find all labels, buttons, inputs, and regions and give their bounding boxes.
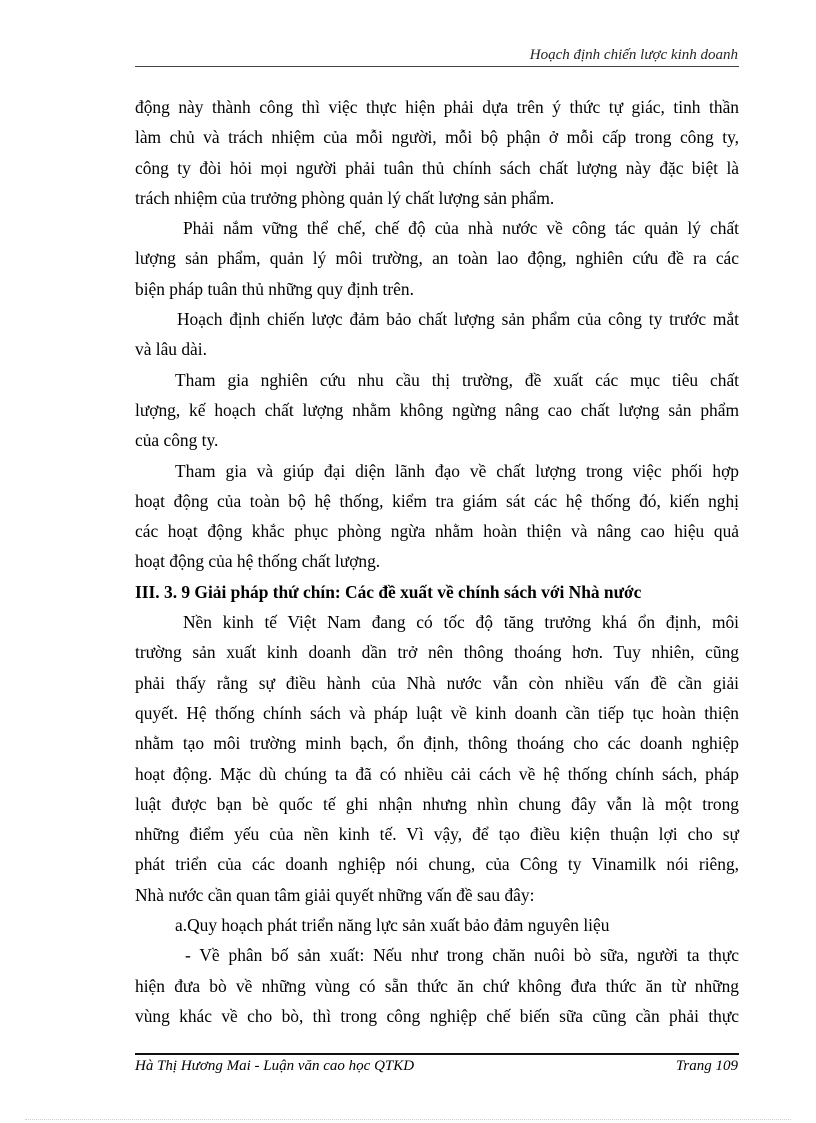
body-line: Phải nắm vững thể chế, chế độ của nhà nước về công tác quản lý chất: [183, 218, 739, 239]
body-line: làm chủ và trách nhiệm của mỗi người, mỗi bộ phận ở mỗi cấp trong công ty,: [135, 127, 739, 148]
body-line: hoạt động. Mặc dù chúng ta đã có nhiều cải cách về hệ thống chính sách, pháp: [135, 763, 739, 784]
section-heading: III. 3. 9 Giải pháp thứ chín: Các đề xuất về chính sách với Nhà nước: [135, 581, 642, 602]
footer-rule: [135, 1053, 739, 1055]
body-line: Tham gia nghiên cứu nhu cầu thị trường, đề xuất các mục tiêu chất: [175, 369, 739, 390]
body-line: trường sản xuất kinh doanh dần trở nên thông thoáng hơn. Tuy nhiên, cũng: [135, 642, 739, 663]
page-edge: [25, 1119, 791, 1120]
body-line: hiện đưa bò về những vùng có sẵn thức ăn chứ không đưa thức ăn từ những: [135, 975, 739, 996]
body-line: những điểm yếu của nền kinh tế. Vì vậy, để tạo điều kiện thuận lợi cho sự: [135, 824, 739, 845]
body-line: hoạt động của toàn bộ hệ thống, kiểm tra giám sát các hệ thống đó, kiến nghị: [135, 490, 739, 511]
body-line: a.Quy hoạch phát triển năng lực sản xuất bảo đảm nguyên liệu: [175, 915, 610, 936]
footer-page-number: Trang 109: [675, 1058, 738, 1074]
body-line: các hoạt động khắc phục phòng ngừa nhằm hoàn thiện và nâng cao hiệu quả: [135, 521, 739, 542]
body-line: luật được bạn bè quốc tế ghi nhận nhưng nhìn chung đây vẫn là một trong: [135, 793, 739, 814]
header-rule: [135, 66, 739, 67]
body-line: phát triển của các doanh nghiệp nói chung, của Công ty Vinamilk nói riêng,: [135, 854, 739, 875]
body-line: trách nhiệm của trưởng phòng quản lý chất lượng sản phẩm.: [135, 187, 555, 208]
body-line: biện pháp tuân thủ những quy định trên.: [135, 278, 414, 299]
footer-author: Hà Thị Hương Mai - Luận văn cao học QTKD: [135, 1058, 415, 1074]
body-text: [135, 92, 739, 1031]
body-line: vùng khác về cho bò, thì trong công nghiệp chế biến sữa cũng cần phải thực: [135, 1005, 739, 1026]
body-line: động này thành công thì việc thực hiện phải dựa trên ý thức tự giác, tinh thần: [135, 97, 739, 117]
body-line: Tham gia và giúp đại diện lãnh đạo về chất lượng trong việc phối hợp: [175, 460, 739, 481]
body-line: nhằm tạo môi trường minh bạch, ổn định, thông thoáng cho các doanh nghiệp: [135, 733, 739, 754]
body-line: của công ty.: [135, 430, 219, 451]
body-line: Nhà nước cần quan tâm giải quyết những vấn đề sau đây:: [135, 884, 535, 905]
body-line: Hoạch định chiến lược đảm bảo chất lượng sản phẩm của công ty trước mắt: [177, 309, 739, 330]
body-line: quyết. Hệ thống chính sách và pháp luật về kinh doanh cần tiếp tục hoàn thiện: [135, 702, 739, 723]
body-line: Nền kinh tế Việt Nam đang có tốc độ tăng trưởng khá ổn định, môi: [183, 612, 739, 633]
body-line: công ty đòi hỏi mọi người phải tuân thủ chính sách chất lượng này đặc biệt là: [135, 157, 739, 178]
body-line: lượng sản phẩm, quản lý môi trường, an toàn lao động, nghiên cứu đề ra các: [135, 248, 739, 269]
body-line: phải thấy rằng sự điều hành của Nhà nước vẫn còn nhiều vấn đề cần giải: [135, 672, 739, 693]
body-line: - Về phân bố sản xuất: Nếu như trong chăn nuôi bò sữa, người ta thực: [185, 945, 739, 966]
body-line: hoạt động của hệ thống chất lượng.: [135, 551, 381, 572]
body-line: lượng, kế hoạch chất lượng nhằm không ngừng nâng cao chất lượng sản phẩm: [135, 399, 739, 420]
body-line: và lâu dài.: [135, 339, 207, 360]
running-header: Hoạch định chiến lược kinh doanh: [529, 47, 738, 63]
